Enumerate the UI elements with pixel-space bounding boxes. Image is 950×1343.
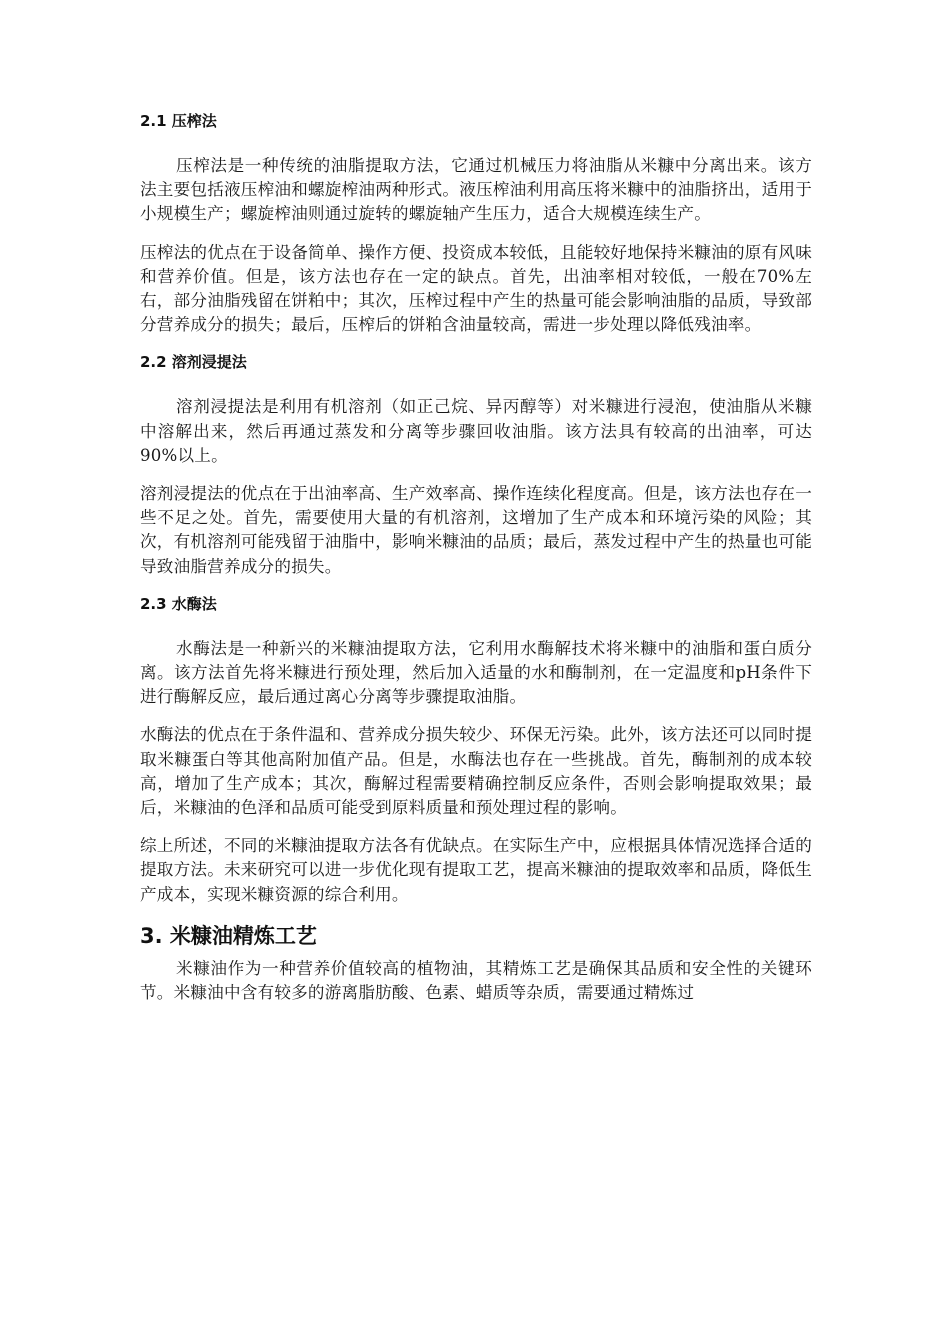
document-body: [140, 108, 812, 1005]
section-heading-2-2: 2.2 溶剂浸提法: [140, 353, 247, 372]
summary-paragraph: 综上所述，不同的米糠油提取方法各有优缺点。在实际生产中，应根据具体情况选择合适的提取方法。未来研究可以进一步优化现有提取工艺，提高米糠油的提取效率和品质，降低生产成本，实现米糠资源的综合利用。: [140, 836, 812, 904]
section-2-3-paragraph-1: 水酶法是一种新兴的米糠油提取方法，它利用水酶解技术将米糠中的油脂和蛋白质分离。该方法首先将米糠进行预处理，然后加入适量的水和酶制剂，在一定温度和pH条件下进行酶解反应，最后通过离心分离等步骤提取油脂。: [140, 638, 812, 707]
section-2-3-paragraph-2: 水酶法的优点在于条件温和、营养成分损失较少、环保无污染。此外，该方法还可以同时提取米糠蛋白等其他高附加值产品。但是，水酶法也存在一些挑战。首先，酶制剂的成本较高，增加了生产成本；其次，酶解过程需要精确控制反应条件，否则会影响提取效果；最后，米糠油的色泽和品质可能受到原料质量和预处理过程的影响。: [140, 725, 812, 818]
section-2-2-paragraph-1: 溶剂浸提法是利用有机溶剂（如正己烷、异丙醇等）对米糠进行浸泡，使油脂从米糠中溶解出来，然后再通过蒸发和分离等步骤回收油脂。该方法具有较高的出油率，可达90%以上。: [140, 397, 812, 465]
section-heading-2-1: 2.1 压榨法: [140, 112, 217, 130]
chapter-heading-3: 3. 米糠油精炼工艺: [140, 923, 317, 948]
section-2-2-paragraph-2: 溶剂浸提法的优点在于出油率高、生产效率高、操作连续化程度高。但是，该方法也存在一些不足之处。首先，需要使用大量的有机溶剂，这增加了生产成本和环境污染的风险；其次，有机溶剂可能残留于油脂中，影响米糠油的品质；最后，蒸发过程中产生的热量也可能导致油脂营养成分的损失。: [140, 484, 812, 576]
chapter-3-paragraph-1: 米糠油作为一种营养价值较高的植物油，其精炼工艺是确保其品质和安全性的关键环节。米糠油中含有较多的游离脂肪酸、色素、蜡质等杂质，需要通过精炼过: [140, 958, 812, 1003]
section-heading-2-3: 2.3 水酶法: [140, 594, 217, 613]
section-2-1-paragraph-1: 压榨法是一种传统的油脂提取方法，它通过机械压力将油脂从米糠中分离出来。该方法主要包括液压榨油和螺旋榨油两种形式。液压榨油利用高压将米糠中的油脂挤出，适用于小规模生产；螺旋榨油则通过旋转的螺旋轴产生压力，适合大规模连续生产。: [140, 156, 812, 224]
section-2-1-paragraph-2: 压榨法的优点在于设备简单、操作方便、投资成本较低，且能较好地保持米糠油的原有风味和营养价值。但是，该方法也存在一定的缺点。首先，出油率相对较低，一般在70%左右，部分油脂残留在饼粕中；其次，压榨过程中产生的热量可能会影响油脂的品质，导致部分营养成分的损失；最后，压榨后的饼粕含油量较高，需进一步处理以降低残油率。: [140, 242, 812, 335]
